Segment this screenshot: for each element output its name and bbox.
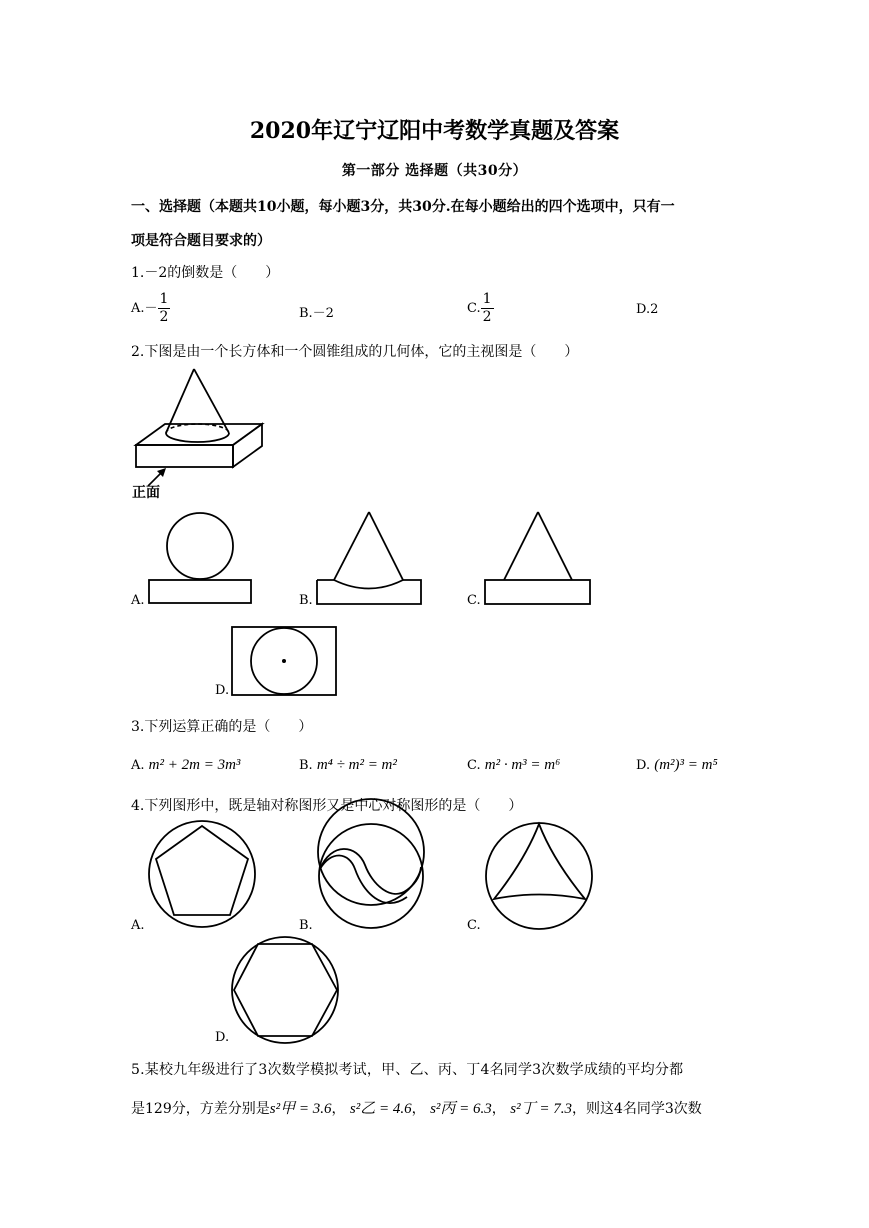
math-expression: (m²)³ = m⁵ <box>654 757 718 773</box>
variance-b: s²乙 = 4.6 <box>349 1101 412 1117</box>
q2-option-a-label: A. <box>131 593 145 608</box>
q1-option-a: A.－ $\frac{1}{2}$ <box>131 291 169 325</box>
page-title: 2020年辽宁辽阳中考数学真题及答案 <box>249 118 620 144</box>
q3-stem: 3.下列运算正确的是（ ） <box>131 719 313 735</box>
fraction: $\frac{1}{2}$ <box>482 291 492 325</box>
q2-option-b-label: B. <box>299 593 313 608</box>
section-heading: 一、选择题（本题共10小题，每小题3分，共30分.在每小题给出的四个选项中，只有一 <box>131 199 675 215</box>
section-subtitle: 第一部分 选择题（共30分） <box>341 163 528 179</box>
q5-stem-line2: 是129分，方差分别是s²甲 = 3.6， s²乙 = 4.6， s²丙 = 6.3， s²丁 = 7.3，则这4名同学3次数 <box>131 1101 702 1117</box>
q1-option-c: C. $\frac{1}{2}$ <box>467 291 492 325</box>
q4-option-a-figure <box>149 821 255 927</box>
q3-option-c: C. m² · m³ = m⁶ <box>467 757 561 773</box>
q1-stem: 1.－2的倒数是（ ） <box>131 265 280 281</box>
q3-option-b: B. m⁴ ÷ m² = m² <box>299 757 397 773</box>
q1-option-d: D.2 <box>636 302 659 317</box>
section-heading-cont: 项是符合题目要求的） <box>131 233 271 249</box>
q4-option-c-label: C. <box>467 918 481 933</box>
math-expression: m⁴ ÷ m² = m² <box>316 757 397 773</box>
q4-option-c-figure <box>486 823 592 929</box>
q3-option-d: D. (m²)³ = m⁵ <box>636 757 718 773</box>
q3-option-a: A. m² + 2m = 3m³ <box>131 757 241 773</box>
q4-option-d-label: D. <box>215 1030 230 1045</box>
q4-option-d-figure <box>232 937 338 1043</box>
q2-stem: 2.下图是由一个长方体和一个圆锥组成的几何体，它的主视图是（ ） <box>131 344 579 360</box>
math-expression: m² + 2m = 3m³ <box>148 757 241 773</box>
math-expression: m² · m³ = m⁶ <box>484 757 561 773</box>
q2-option-d-label: D. <box>215 683 230 698</box>
variance-c: s²丙 = 6.3 <box>430 1101 492 1117</box>
variance-a: s²甲 = 3.6 <box>269 1101 332 1117</box>
q5-stem-line1: 5.某校九年级进行了3次数学模拟考试，甲、乙、丙、丁4名同学3次数学成绩的平均分都 <box>131 1062 684 1078</box>
q4-option-b-label: B. <box>299 918 313 933</box>
fraction: $\frac{1}{2}$ <box>159 291 169 325</box>
q4-option-a-label: A. <box>131 918 145 933</box>
front-label: 正面 <box>132 485 160 501</box>
q2-option-c-label: C. <box>467 593 481 608</box>
variance-d: s²丁 = 7.3 <box>510 1101 572 1117</box>
q4-stem: 4.下列图形中，既是轴对称图形又是中心对称图形的是（ ） <box>131 798 523 814</box>
q4-option-b-s-curve <box>317 822 427 932</box>
q1-option-b: B.－2 <box>299 306 334 321</box>
